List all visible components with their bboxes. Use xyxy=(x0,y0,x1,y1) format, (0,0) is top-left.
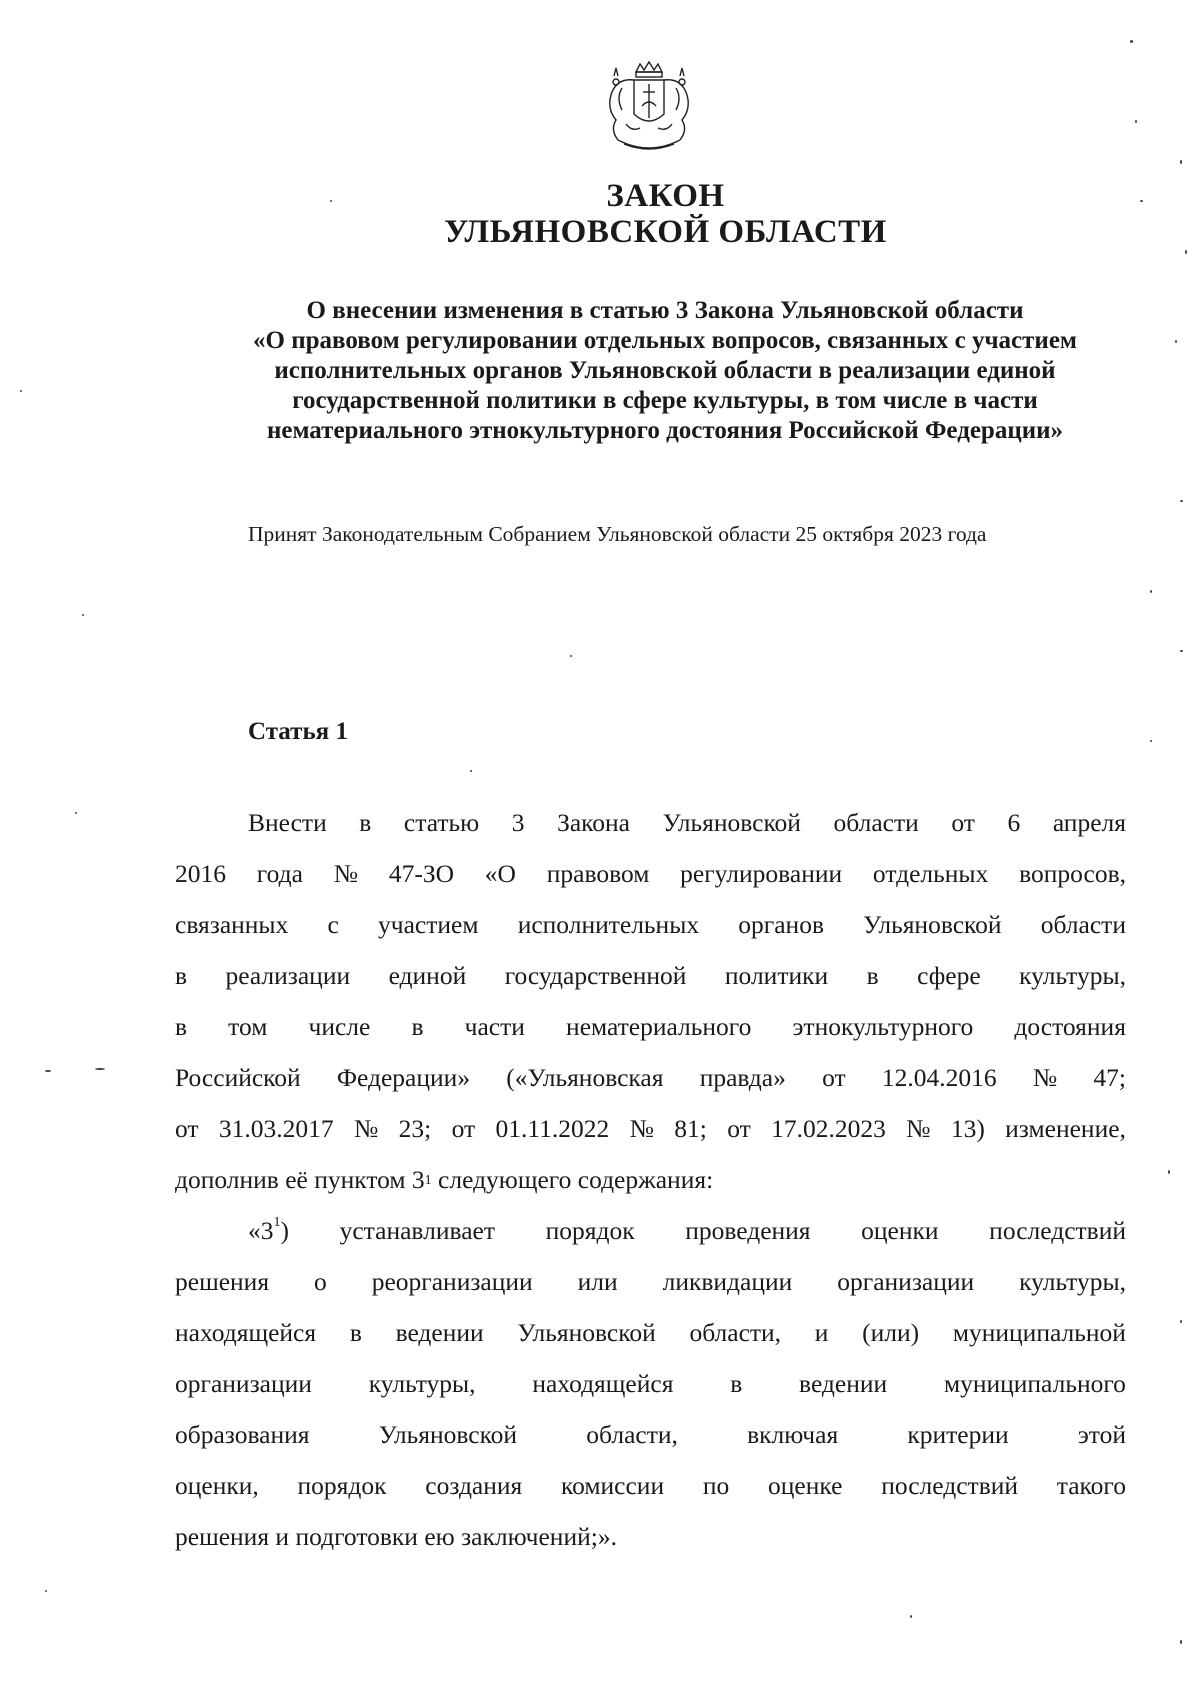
body-word: оценке xyxy=(768,1471,843,1500)
body-word: создания xyxy=(425,1471,523,1500)
body-word: области, xyxy=(689,1318,782,1347)
body-text-fragment: следующего содержания: xyxy=(431,1165,714,1194)
scan-speck xyxy=(1180,1640,1182,1644)
body-word: оценки, xyxy=(175,1471,259,1500)
body-line xyxy=(175,1267,1126,1318)
article-body xyxy=(175,808,1126,1573)
body-word: исполнительных xyxy=(517,910,700,939)
body-word: политики xyxy=(724,961,829,990)
body-word: достояния xyxy=(1014,1012,1126,1041)
body-text-fragment: «3 xyxy=(248,1216,274,1245)
scan-speck xyxy=(1150,590,1152,593)
body-word: с xyxy=(327,910,339,939)
body-word: Федерации» xyxy=(336,1063,471,1092)
body-line xyxy=(175,910,1126,961)
body-word: вопросов, xyxy=(1019,859,1126,888)
body-word: Ульяновской xyxy=(517,1318,656,1347)
body-word: 3 xyxy=(511,808,525,837)
body-word: ведении xyxy=(395,1318,484,1347)
body-word: от xyxy=(175,1114,199,1143)
scan-speck xyxy=(45,1070,51,1072)
body-word: муниципального xyxy=(943,1369,1126,1398)
body-word: том xyxy=(228,1012,268,1041)
superscript: 1 xyxy=(273,1214,281,1230)
body-word: части xyxy=(464,1012,525,1041)
body-word: Ульяновской xyxy=(378,1420,518,1449)
body-line xyxy=(175,1420,1126,1471)
body-word: комиссии xyxy=(561,1471,665,1500)
law-subject xyxy=(180,296,1150,446)
body-word: единой xyxy=(388,961,467,990)
body-word: о xyxy=(314,1267,327,1296)
scan-speck xyxy=(1168,1170,1170,1174)
body-word: участием xyxy=(378,910,479,939)
body-word: от xyxy=(951,808,975,837)
body-word: по xyxy=(702,1471,730,1500)
body-word: года xyxy=(256,859,303,888)
body-line: дополнив её пунктом 3 $^1$ следующего содержания: xyxy=(175,1165,714,1194)
body-word: образования xyxy=(175,1420,310,1449)
body-word: такого xyxy=(1056,1471,1126,1500)
body-word: 47-ЗО xyxy=(388,859,455,888)
body-line xyxy=(175,1369,1126,1420)
subject-line: «О правовом регулировании отдельных вопросов, связанных с участием xyxy=(253,327,1077,354)
body-text-fragment: ) xyxy=(280,1216,289,1245)
body-word: в xyxy=(349,1318,362,1347)
body-word: связанных xyxy=(175,910,289,939)
scan-speck xyxy=(1135,120,1137,123)
body-word: или xyxy=(577,1267,618,1296)
quoted-item-number xyxy=(248,1216,289,1246)
body-word: от xyxy=(451,1114,476,1143)
scan-speck xyxy=(82,614,84,616)
body-word: № xyxy=(906,1114,931,1143)
scan-speck xyxy=(1185,250,1187,254)
body-word: реорганизации xyxy=(371,1267,533,1296)
body-word: сфере xyxy=(917,961,981,990)
body-line xyxy=(175,808,1126,859)
body-line: решения и подготовки ею заключений;». xyxy=(175,1522,617,1551)
body-word: № xyxy=(629,1114,654,1143)
body-word: (или) xyxy=(862,1318,920,1347)
body-word: № xyxy=(1032,1063,1058,1092)
body-word: ведении xyxy=(799,1369,888,1398)
scan-speck xyxy=(1130,40,1133,43)
body-word: организации xyxy=(175,1369,312,1398)
body-word: культуры, xyxy=(368,1369,476,1398)
body-word: Внести xyxy=(248,808,327,837)
body-word: критерии xyxy=(907,1420,1009,1449)
law-title-line-1: ЗАКОН xyxy=(606,178,725,214)
body-word: Закона xyxy=(557,808,630,837)
body-word: отдельных xyxy=(872,859,989,888)
scan-speck xyxy=(1180,1320,1182,1323)
body-word: государственной xyxy=(504,961,687,990)
scan-speck xyxy=(95,1068,105,1070)
scan-speck xyxy=(1180,500,1183,502)
scan-speck xyxy=(1180,650,1183,652)
body-word: в xyxy=(730,1369,743,1398)
body-word: реализации xyxy=(225,961,351,990)
body-word: находящейся xyxy=(175,1318,317,1347)
body-word: апреля xyxy=(1052,808,1126,837)
scan-speck xyxy=(570,655,572,657)
subject-line: О внесении изменения в статью 3 Закона Ульяновской области xyxy=(306,297,1024,324)
body-word: Ульяновской xyxy=(863,910,1002,939)
scan-speck xyxy=(1150,740,1152,742)
body-word: последствий xyxy=(989,1216,1126,1245)
scan-speck xyxy=(1175,340,1177,343)
body-word: этнокультурного xyxy=(792,1012,974,1041)
body-word: правовом xyxy=(546,859,650,888)
body-word: в xyxy=(175,961,188,990)
body-word: в xyxy=(175,1012,188,1041)
law-title-line-2: УЛЬЯНОВСКОЙ ОБЛАСТИ xyxy=(444,214,887,250)
body-word: культуры, xyxy=(1019,961,1126,990)
scan-speck xyxy=(45,1590,47,1592)
body-word: 23; xyxy=(398,1114,432,1143)
body-word: последствий xyxy=(881,1471,1019,1500)
body-word: находящейся xyxy=(532,1369,674,1398)
body-word: Ульяновской xyxy=(662,808,801,837)
subject-line: нематериального этнокультурного достояния Российской Федерации» xyxy=(266,417,1064,444)
adoption-note: Принят Законодательным Собранием Ульяновской области 25 октября 2023 года xyxy=(248,522,987,546)
scan-speck xyxy=(330,200,332,202)
body-word: («Ульяновская xyxy=(506,1063,664,1092)
body-word: изменение, xyxy=(1005,1114,1126,1143)
body-word: области, xyxy=(586,1420,678,1449)
body-word: нематериального xyxy=(566,1012,752,1041)
body-word: 31.03.2017 xyxy=(218,1114,334,1143)
body-word: организации xyxy=(837,1267,975,1296)
body-word: порядок xyxy=(545,1216,635,1245)
body-word: в xyxy=(359,808,372,837)
body-word: и xyxy=(814,1318,829,1347)
body-word: ликвидации xyxy=(662,1267,793,1296)
body-word: 6 xyxy=(1007,808,1021,837)
subject-line: государственной политики в сфере культуры, в том числе в части xyxy=(292,387,1038,414)
scan-speck xyxy=(910,1615,912,1618)
body-word: порядок xyxy=(297,1471,387,1500)
body-word: области xyxy=(1040,910,1126,939)
body-line xyxy=(175,1012,1126,1063)
body-line xyxy=(175,1114,1126,1165)
body-word: «О xyxy=(484,859,516,888)
body-word: регулировании xyxy=(680,859,843,888)
body-word: от xyxy=(727,1114,751,1143)
body-word: устанавливает xyxy=(339,1216,495,1245)
scan-speck xyxy=(1180,160,1182,164)
body-word: 2016 xyxy=(175,859,226,888)
body-word: 12.04.2016 xyxy=(881,1063,997,1092)
body-word: области xyxy=(833,808,919,837)
body-line xyxy=(175,1216,1126,1267)
body-word: 17.02.2023 xyxy=(771,1114,886,1143)
body-line xyxy=(175,1471,1126,1522)
subject-line: исполнительных органов Ульяновской области в реализации единой xyxy=(274,357,1056,384)
body-word: Российской xyxy=(175,1063,301,1092)
body-word: решения xyxy=(175,1267,270,1296)
body-line xyxy=(175,961,1126,1012)
body-word: числе xyxy=(308,1012,371,1041)
article-heading: Статья 1 xyxy=(248,718,348,745)
body-word: статью xyxy=(403,808,480,837)
body-line xyxy=(175,1063,1126,1114)
body-word: 01.11.2022 xyxy=(495,1114,610,1143)
body-word: культуры, xyxy=(1019,1267,1126,1296)
scan-speck xyxy=(470,770,472,772)
body-word: правда» xyxy=(699,1063,786,1092)
scan-speck xyxy=(1140,200,1143,202)
scan-speck xyxy=(20,390,22,392)
body-line xyxy=(175,859,1126,910)
scan-speck xyxy=(75,812,77,814)
body-word: проведения xyxy=(685,1216,811,1245)
body-word: этой xyxy=(1077,1420,1126,1449)
body-word: оценки xyxy=(861,1216,939,1245)
body-line xyxy=(175,1318,1126,1369)
coat-of-arms-emblem xyxy=(596,58,702,160)
body-word: 47; xyxy=(1093,1063,1126,1092)
body-word: от xyxy=(822,1063,846,1092)
body-word: муниципальной xyxy=(952,1318,1126,1347)
body-word: № xyxy=(333,859,359,888)
body-word: в xyxy=(411,1012,424,1041)
body-word: № xyxy=(353,1114,379,1143)
body-word: 13) xyxy=(950,1114,985,1143)
body-word: включая xyxy=(747,1420,839,1449)
body-text-fragment: дополнив её пунктом 3 xyxy=(175,1165,425,1194)
body-word: 81; xyxy=(674,1114,707,1143)
body-word: органов xyxy=(738,910,824,939)
body-word: в xyxy=(866,961,879,990)
